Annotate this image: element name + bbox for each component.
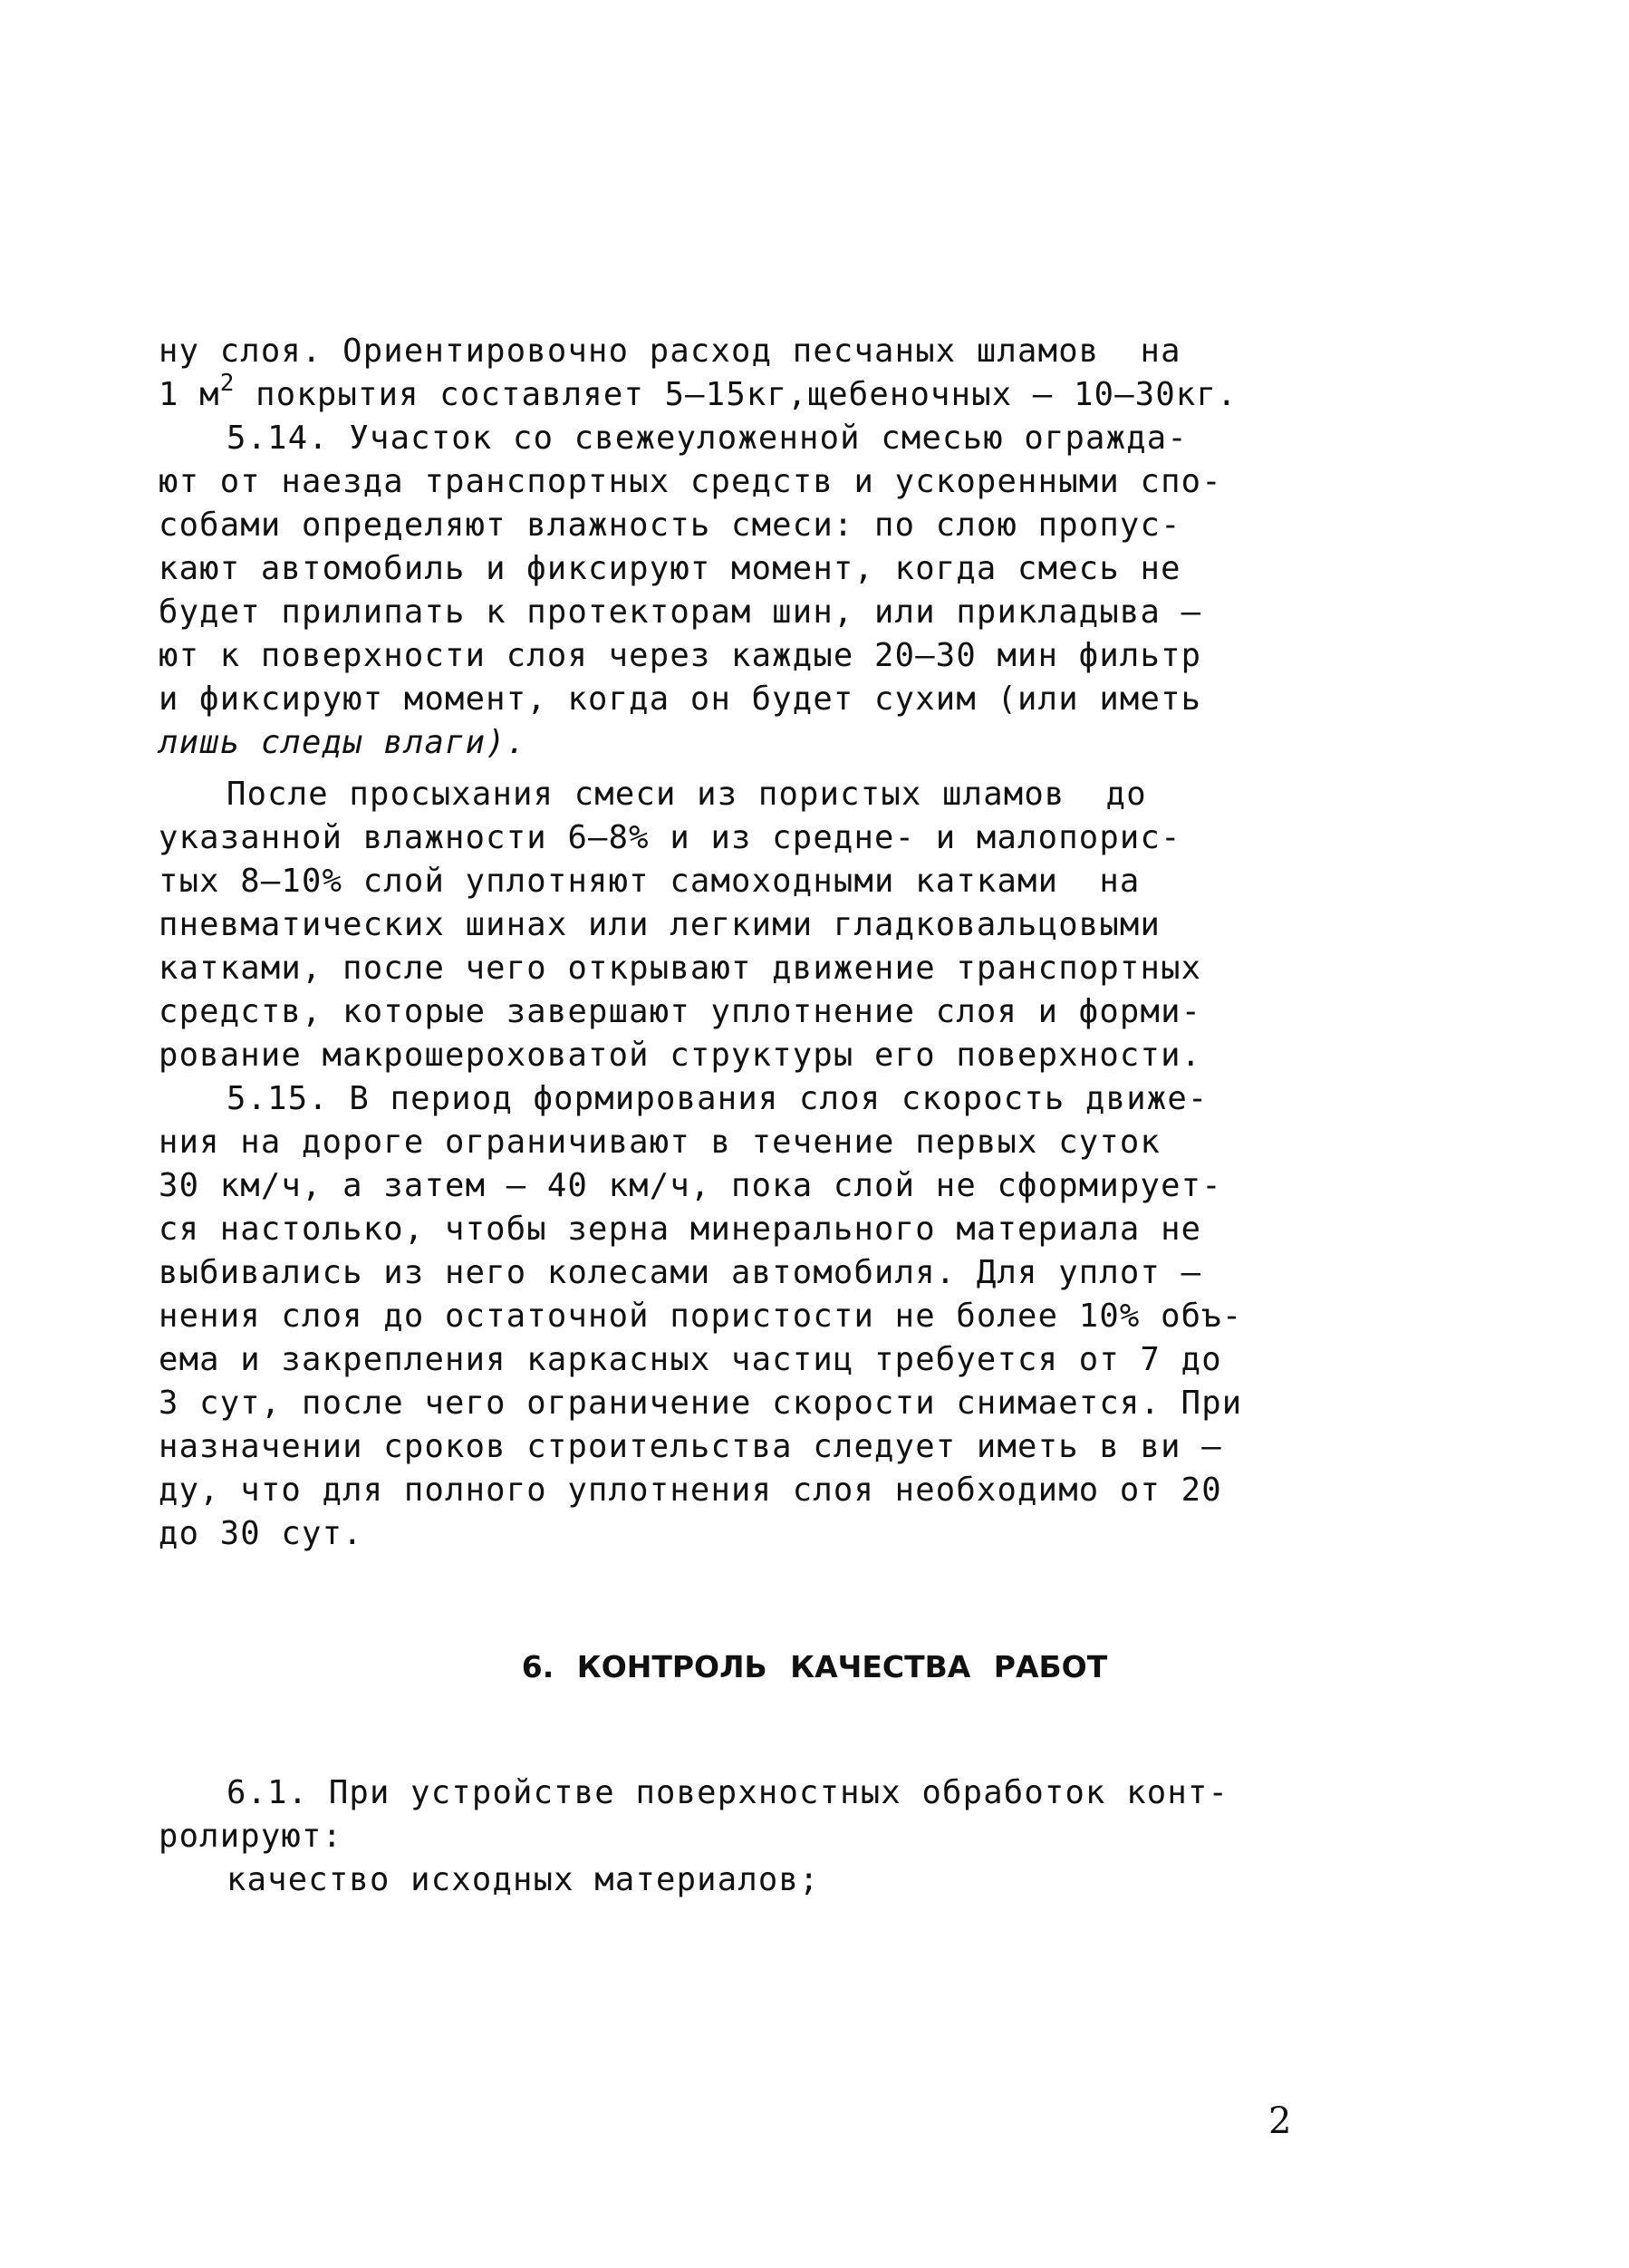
text-line: После просыхания смеси из пористых шламов до [227, 776, 1147, 813]
text-line: пневматических шинах или легкими гладковальцовыми [159, 906, 1162, 943]
text-fragment: 1 м [159, 376, 220, 413]
text-line: 30 км/ч, а затем – 40 км/ч, пока слой не сформирует- [159, 1167, 1222, 1204]
text-line: будет прилипать к протекторам шин, или прикладыва – [159, 594, 1202, 631]
text-line: указанной влажности 6–8% и из средне- и малопорис- [159, 819, 1181, 856]
text-line: выбивались из него колесами автомобиля. Для уплот – [159, 1254, 1202, 1291]
text-line: рование макрошероховатой структуры его поверхности. [159, 1037, 1202, 1074]
text-line: лишь следы влаги). [159, 724, 527, 761]
text-line: ся настолько, чтобы зерна минерального материала не [159, 1211, 1202, 1248]
text-line: и фиксируют момент, когда он будет сухим (или иметь [159, 680, 1202, 718]
text-line: тых 8–10% слой уплотняют самоходными катками на [159, 863, 1141, 900]
text-line: собами определяют влажность смеси: по слою пропус- [159, 507, 1181, 544]
text-line: нения слоя до остаточной пористости не более 10% объ- [159, 1298, 1243, 1335]
text-line: 5.14. Участок со свежеуложенной смесью огражда- [227, 420, 1188, 457]
section-heading: 6. КОНТРОЛЬ КАЧЕСТВА РАБОТ [521, 1649, 1108, 1684]
text-line: кают автомобиль и фиксируют момент, когда смесь не [159, 550, 1181, 587]
text-line: ния на дороге ограничивают в течение первых суток [159, 1124, 1162, 1161]
text-line: ют от наезда транспортных средств и ускоренными спо- [159, 463, 1222, 500]
text-line: катками, после чего открывают движение транспортных [159, 950, 1202, 987]
text-line: 5.15. В период формирования слоя скорость движе- [227, 1080, 1209, 1117]
text-line: ема и закрепления каркасных частиц требуется от 7 до [159, 1341, 1222, 1378]
text-fragment: покрытия составляет 5–15кг,щебеночных – 10–30кг. [235, 376, 1238, 413]
text-line: качество исходных материалов; [227, 1861, 820, 1898]
text-line: до 30 сут. [159, 1515, 363, 1552]
text-line: назначении сроков строительства следует иметь в ви – [159, 1428, 1222, 1465]
text-line: ну слоя. Ориентировочно расход песчаных шламов на [159, 333, 1181, 370]
text-line: ролируют: [159, 1818, 343, 1855]
superscript: 2 [219, 370, 236, 397]
page-number: 2 [1268, 2100, 1292, 2142]
text-line: 3 сут, после чего ограничение скорости снимается. При [159, 1385, 1243, 1422]
text-line: ду, что для полного уплотнения слоя необходимо от 20 [159, 1472, 1222, 1509]
text-line: средств, которые завершают уплотнение слоя и форми- [159, 993, 1202, 1030]
text-line: ют к поверхности слоя через каждые 20–30 мин фильтр [159, 637, 1202, 674]
text-line-with-superscript [159, 370, 1336, 417]
text-line: 6.1. При устройстве поверхностных обработок конт- [227, 1774, 1229, 1811]
